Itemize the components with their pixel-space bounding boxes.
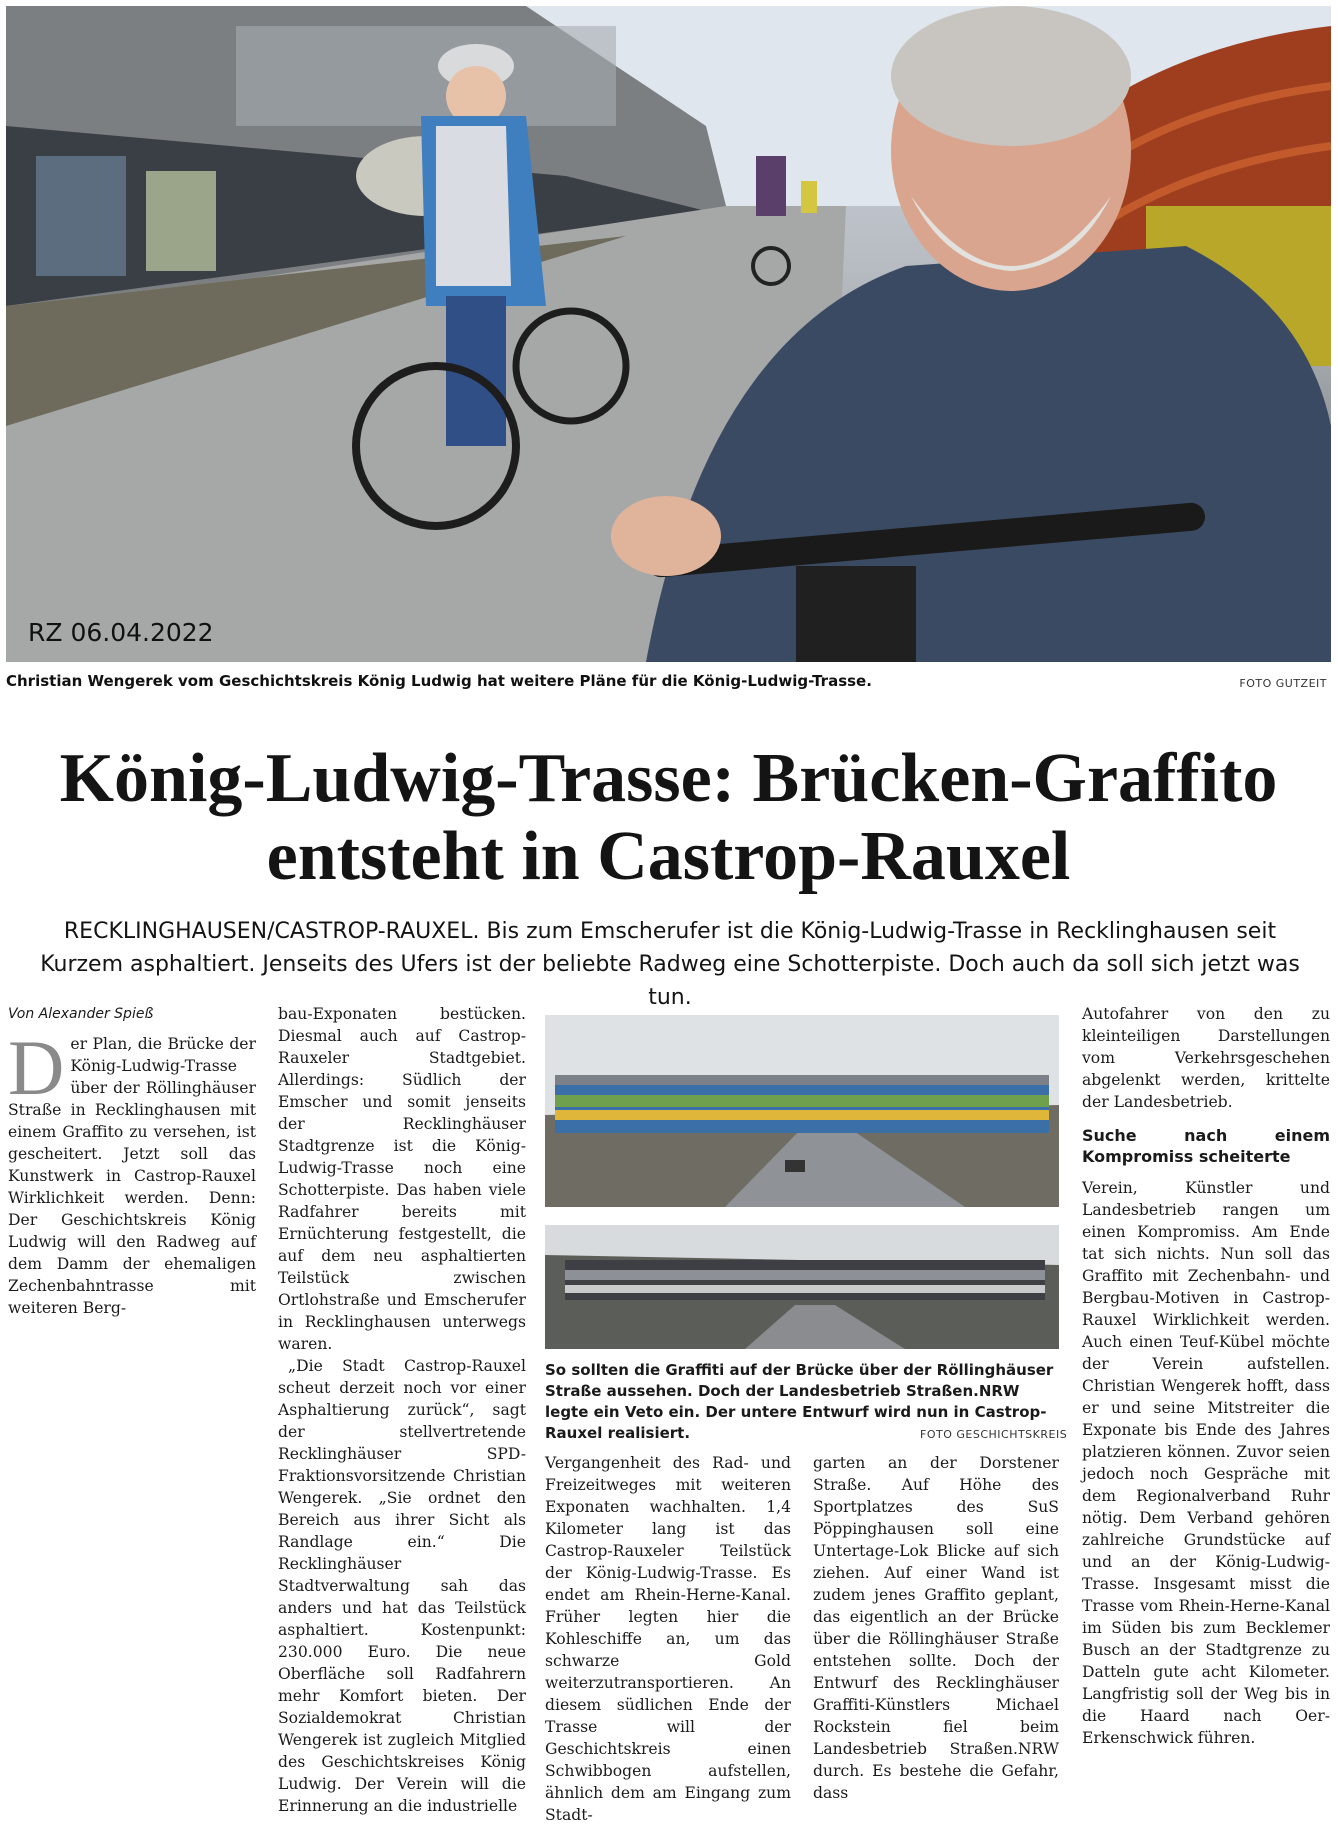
article-column-3 bbox=[545, 1452, 791, 1826]
photo-caption: Christian Wengerek vom Geschichtskreis König Ludwig hat weitere Pläne für die König-Ludwig-Trasse. bbox=[6, 672, 872, 690]
headline-line-2: entsteht in Castrop-Rauxel bbox=[266, 818, 1071, 895]
column-4-text: garten an der Dorstener Straße. Auf Höhe des Sportplatzes des SuS Pöppinghausen soll eine Untertage-Lok Blicke auf sich ziehen. Auf einer Wand ist zudem jenes Graffito geplant, das eigentlich an der Brücke über die Röllinghäuser Straße entstehen sollte. Doch der Entwurf des Recklinghäuser Graffiti-Künstlers Michael Rockstein fiel beim Landesbetrieb Straßen.NRW durch. Es bestehe die Gefahr, dass bbox=[813, 1454, 1059, 1802]
lead-photo-illustration bbox=[6, 6, 1331, 662]
article-column-5 bbox=[1082, 1003, 1330, 1749]
column-2-paragraph-2: „Die Stadt Castrop-Rauxel scheut derzeit noch vor einer Asphaltierung zurück“, sagt der stellvertretende Recklinghäuser SPD-Fraktionsvorsitzende Christian Wengerek. „Sie ordnet den Bereich aus ihrer Sicht als Randlage ein.“ Die Recklinghäuser Stadtverwaltung sah das anders und hat das Teilstück asphaltiert. Kostenpunkt: 230.000 Euro. Die neue Oberfläche soll Radfahrern mehr Komfort bieten. Der Sozialdemokrat Christian Wengerek ist zugleich Mitglied des Geschichtskreises König Ludwig. Der Verein will die Erinnerung an die industrielle bbox=[278, 1357, 526, 1815]
byline: Von Alexander Spieß bbox=[8, 1006, 154, 1022]
column-5-paragraph-2: Verein, Künstler und Landesbetrieb rangen um einen Kompromiss. Am Ende tat sich nichts. Nun soll das Graffito mit Zechenbahn- und Bergbau-Motiven in Castrop-Rauxel Wirklichkeit werden. Auch einen Teuf-Kübel möchte der Verein aufstellen. Christian Wengerek hofft, dass er und seine Mitstreiter die Exponate bis Ende des Jahres platzieren können. Zuvor seien jedoch noch Gespräche mit dem Regionalverband Ruhr nötig. Dem Verband gehören zahlreiche Grundstücke auf und an der König-Ludwig-Trasse. Insgesamt misst die Trasse vom Rhein-Herne-Kanal im Süden bis zum Becklemer Busch an der Stadtgrenze zu Datteln gute acht Kilometer. Langfristig soll der Weg bis in die Haard nach Oer-Erkenschwick führen. bbox=[1082, 1179, 1330, 1747]
figure-2-credit: FOTO GESCHICHTSKREIS bbox=[920, 1428, 1068, 1441]
date-stamp: RZ 06.04.2022 bbox=[28, 618, 214, 647]
article-column-2 bbox=[278, 1003, 526, 1817]
lead-paragraph: RECKLINGHAUSEN/CASTROP-RAUXEL. Bis zum Emscherufer ist die König-Ludwig-Trasse in Recklinghausen seit Kurzem asphaltiert. Jenseits des Ufers ist der beliebte Radweg eine Schotterpiste. Doch auch da soll sich jetzt was tun. bbox=[40, 919, 1300, 1010]
bridge-design-bottom-image bbox=[545, 1225, 1059, 1349]
bridge-design-top-image bbox=[545, 1015, 1059, 1207]
bridge-design-bottom-illustration bbox=[545, 1225, 1059, 1349]
figure-2-caption: So sollten die Graffiti auf der Brücke über der Röllinghäuser Straße aussehen. Doch der Landesbetrieb Straßen.NRW legte ein Veto ein. Der untere Entwurf wird nun in Castrop-Rauxel realisiert. bbox=[545, 1361, 1054, 1442]
headline bbox=[0, 740, 1337, 896]
bridge-design-top-illustration bbox=[545, 1015, 1059, 1207]
column-3-text: Vergangenheit des Rad- und Freizeitweges mit weiteren Exponaten wachhalten. 1,4 Kilometer lang ist das Castrop-Rauxeler Teilstück der König-Ludwig-Trasse. Es endet am Rhein-Herne-Kanal. Früher legten hier die Kohleschiffe an, um das schwarze Gold weiterzutransportieren. An diesem südlichen Ende der Trasse will der Geschichtskreis einen Schwibbogen aufstellen, ähnlich dem am Eingang zum Stadt- bbox=[545, 1454, 791, 1824]
photo-credit: FOTO GUTZEIT bbox=[1239, 677, 1327, 690]
drop-cap: D bbox=[8, 1024, 65, 1111]
article-column-1 bbox=[8, 1003, 256, 1319]
subheading: Suche nach einem Kompromiss scheiterte bbox=[1082, 1126, 1330, 1166]
article-column-4 bbox=[813, 1452, 1059, 1804]
headline-line-1: König-Ludwig-Trasse: Brücken-Graffito bbox=[59, 740, 1278, 817]
column-2-paragraph-1: bau-Exponaten bestücken. Diesmal auch auf Castrop-Rauxeler Stadtgebiet. Allerdings: Südlich der Emscher und somit jenseits der Recklinghäuser Stadtgrenze ist die König-Ludwig-Trasse noch eine Schotterpiste. Das haben viele Radfahrer bereits mit Ernüchterung festgestellt, die auf dem neu asphaltierten Teilstück zwischen Ortlohstraße und Emscherufer in Recklinghausen unterwegs waren. bbox=[278, 1005, 526, 1353]
column-5-paragraph-1: Autofahrer von den zu kleinteiligen Darstellungen vom Verkehrsgeschehen abgelenkt werden, krittelte der Landesbetrieb. bbox=[1082, 1005, 1330, 1111]
column-1-text: er Plan, die Brücke der König-Ludwig-Trasse über der Röllinghäuser Straße in Recklinghausen mit einem Graffito zu versehen, ist gescheitert. Jetzt soll das Kunstwerk in Castrop-Rauxel Wirklichkeit werden. Denn: Der Geschichtskreis König Ludwig will den Radweg auf dem Damm der ehemaligen Zechenbahntrasse mit weiteren Berg- bbox=[8, 1035, 256, 1317]
lead-photo bbox=[6, 6, 1331, 662]
